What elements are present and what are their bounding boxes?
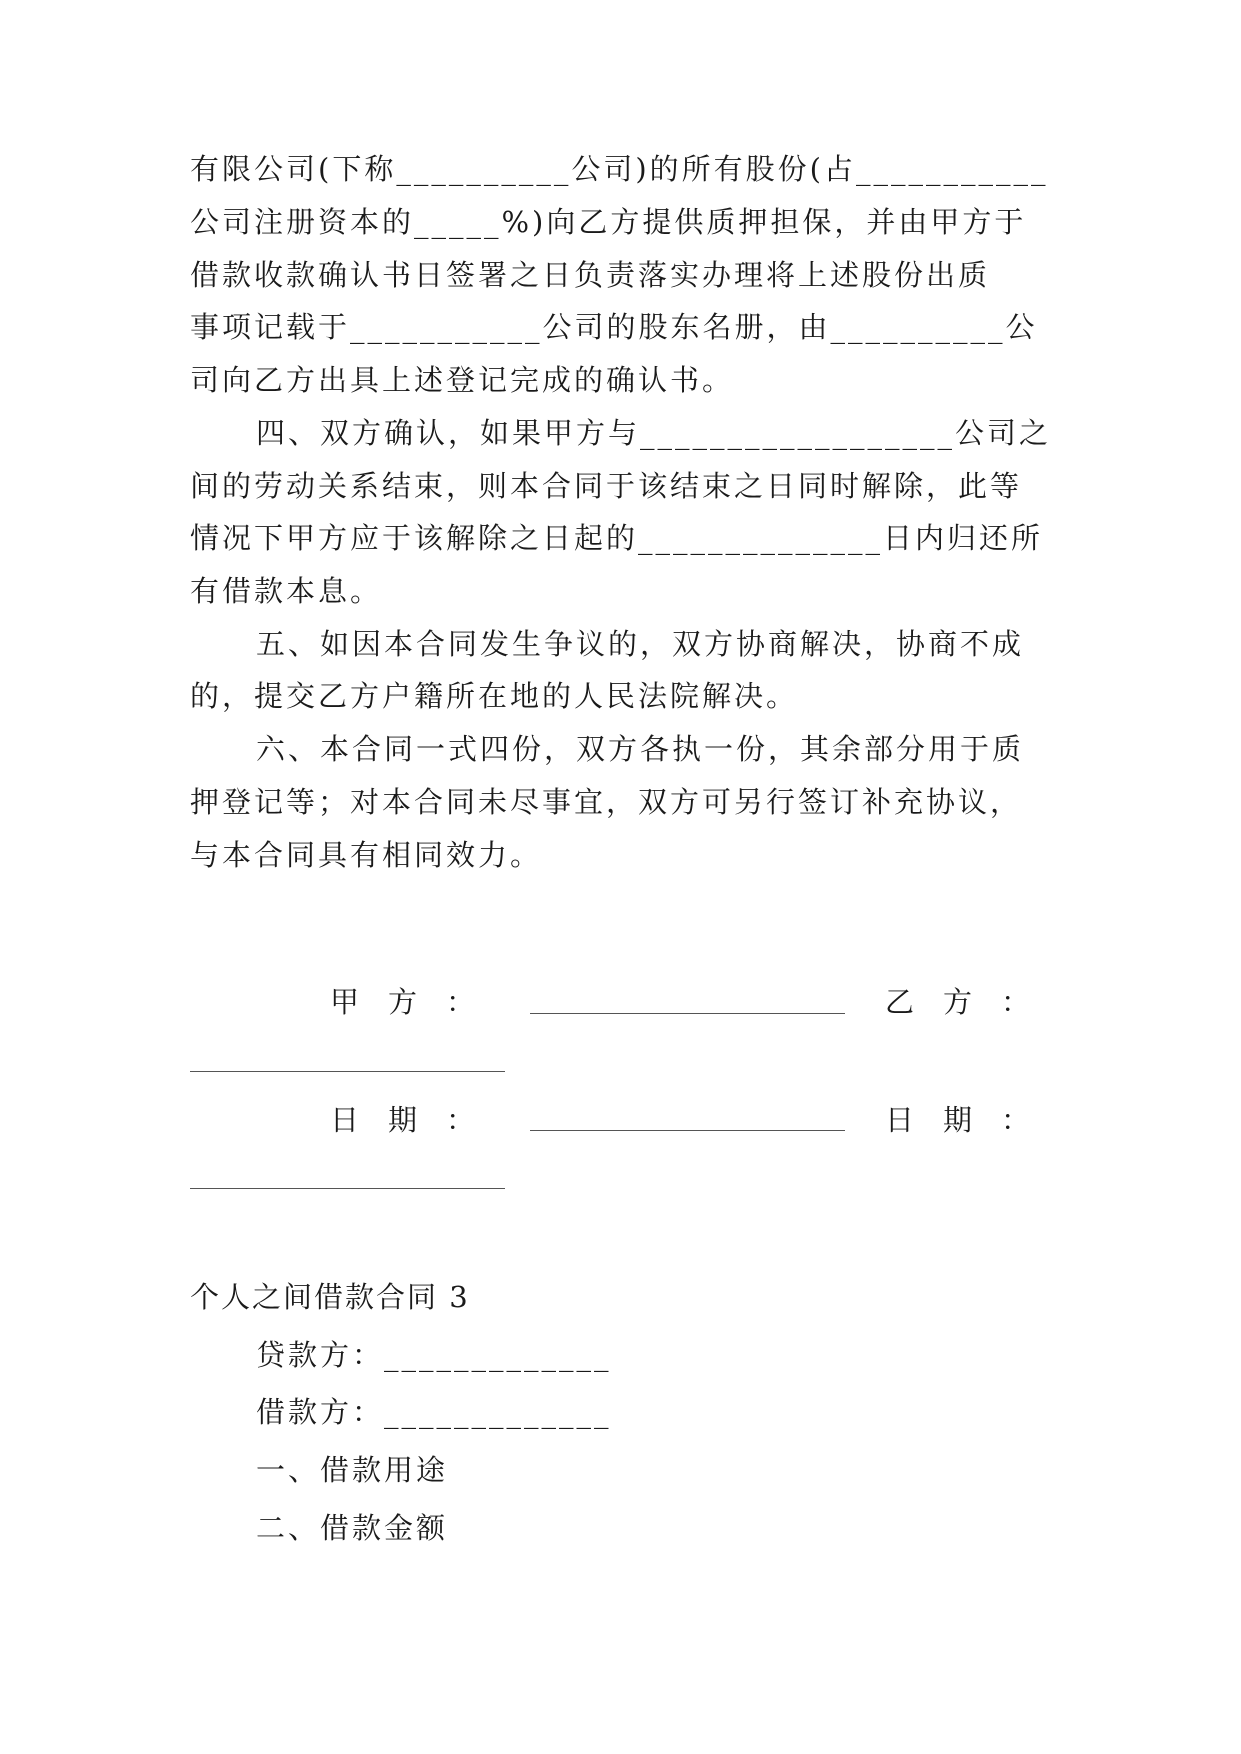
paragraph-line: 有限公司(下称__________公司)的所有股份(占___________ (190, 152, 1049, 186)
section-title: 个人之间借款合同 3 (190, 1280, 470, 1314)
lender-line: 贷款方：_____________ (256, 1338, 612, 1372)
clause4-line: 四、双方确认，如果甲方与__________________公司之 (256, 416, 1052, 450)
clause6-line: 与本合同具有相同效力。 (190, 838, 543, 872)
date-a-signature-line (530, 1130, 845, 1131)
item-purpose: 一、借款用途 (256, 1453, 449, 1487)
clause5-line: 五、如因本合同发生争议的，双方协商解决，协商不成 (256, 627, 1025, 661)
paragraph-line: 借款收款确认书日签署之日负责落实办理将上述股份出质 (190, 258, 991, 292)
paragraph-line: 事项记载于___________公司的股东名册，由__________公 (190, 310, 1038, 344)
date-b-signature-line (190, 1188, 505, 1189)
clause5-line: 的，提交乙方户籍所在地的人民法院解决。 (190, 679, 799, 713)
item-amount: 二、借款金额 (256, 1511, 449, 1545)
clause4-line: 情况下甲方应于该解除之日起的______________日内归还所 (190, 521, 1044, 555)
party-a-label: 甲 方 ： (330, 985, 476, 1019)
date-a-label: 日 期 ： (330, 1103, 476, 1137)
party-b-label: 乙 方 ： (885, 985, 1031, 1019)
date-b-label: 日 期 ： (885, 1103, 1031, 1137)
borrower-line: 借款方：_____________ (256, 1395, 612, 1429)
clause6-line: 押登记等；对本合同未尽事宜，双方可另行签订补充协议， (190, 785, 1023, 819)
paragraph-line: 公司注册资本的_____%)向乙方提供质押担保，并由甲方于 (190, 205, 1027, 239)
clause6-line: 六、本合同一式四份，双方各执一份，其余部分用于质 (256, 732, 1025, 766)
clause4-line: 间的劳动关系结束，则本合同于该结束之日同时解除，此等 (190, 469, 1023, 503)
party-b-signature-line (190, 1071, 505, 1072)
party-a-signature-line (530, 1013, 845, 1014)
paragraph-line: 司向乙方出具上述登记完成的确认书。 (190, 363, 735, 397)
clause4-line: 有借款本息。 (190, 574, 383, 608)
